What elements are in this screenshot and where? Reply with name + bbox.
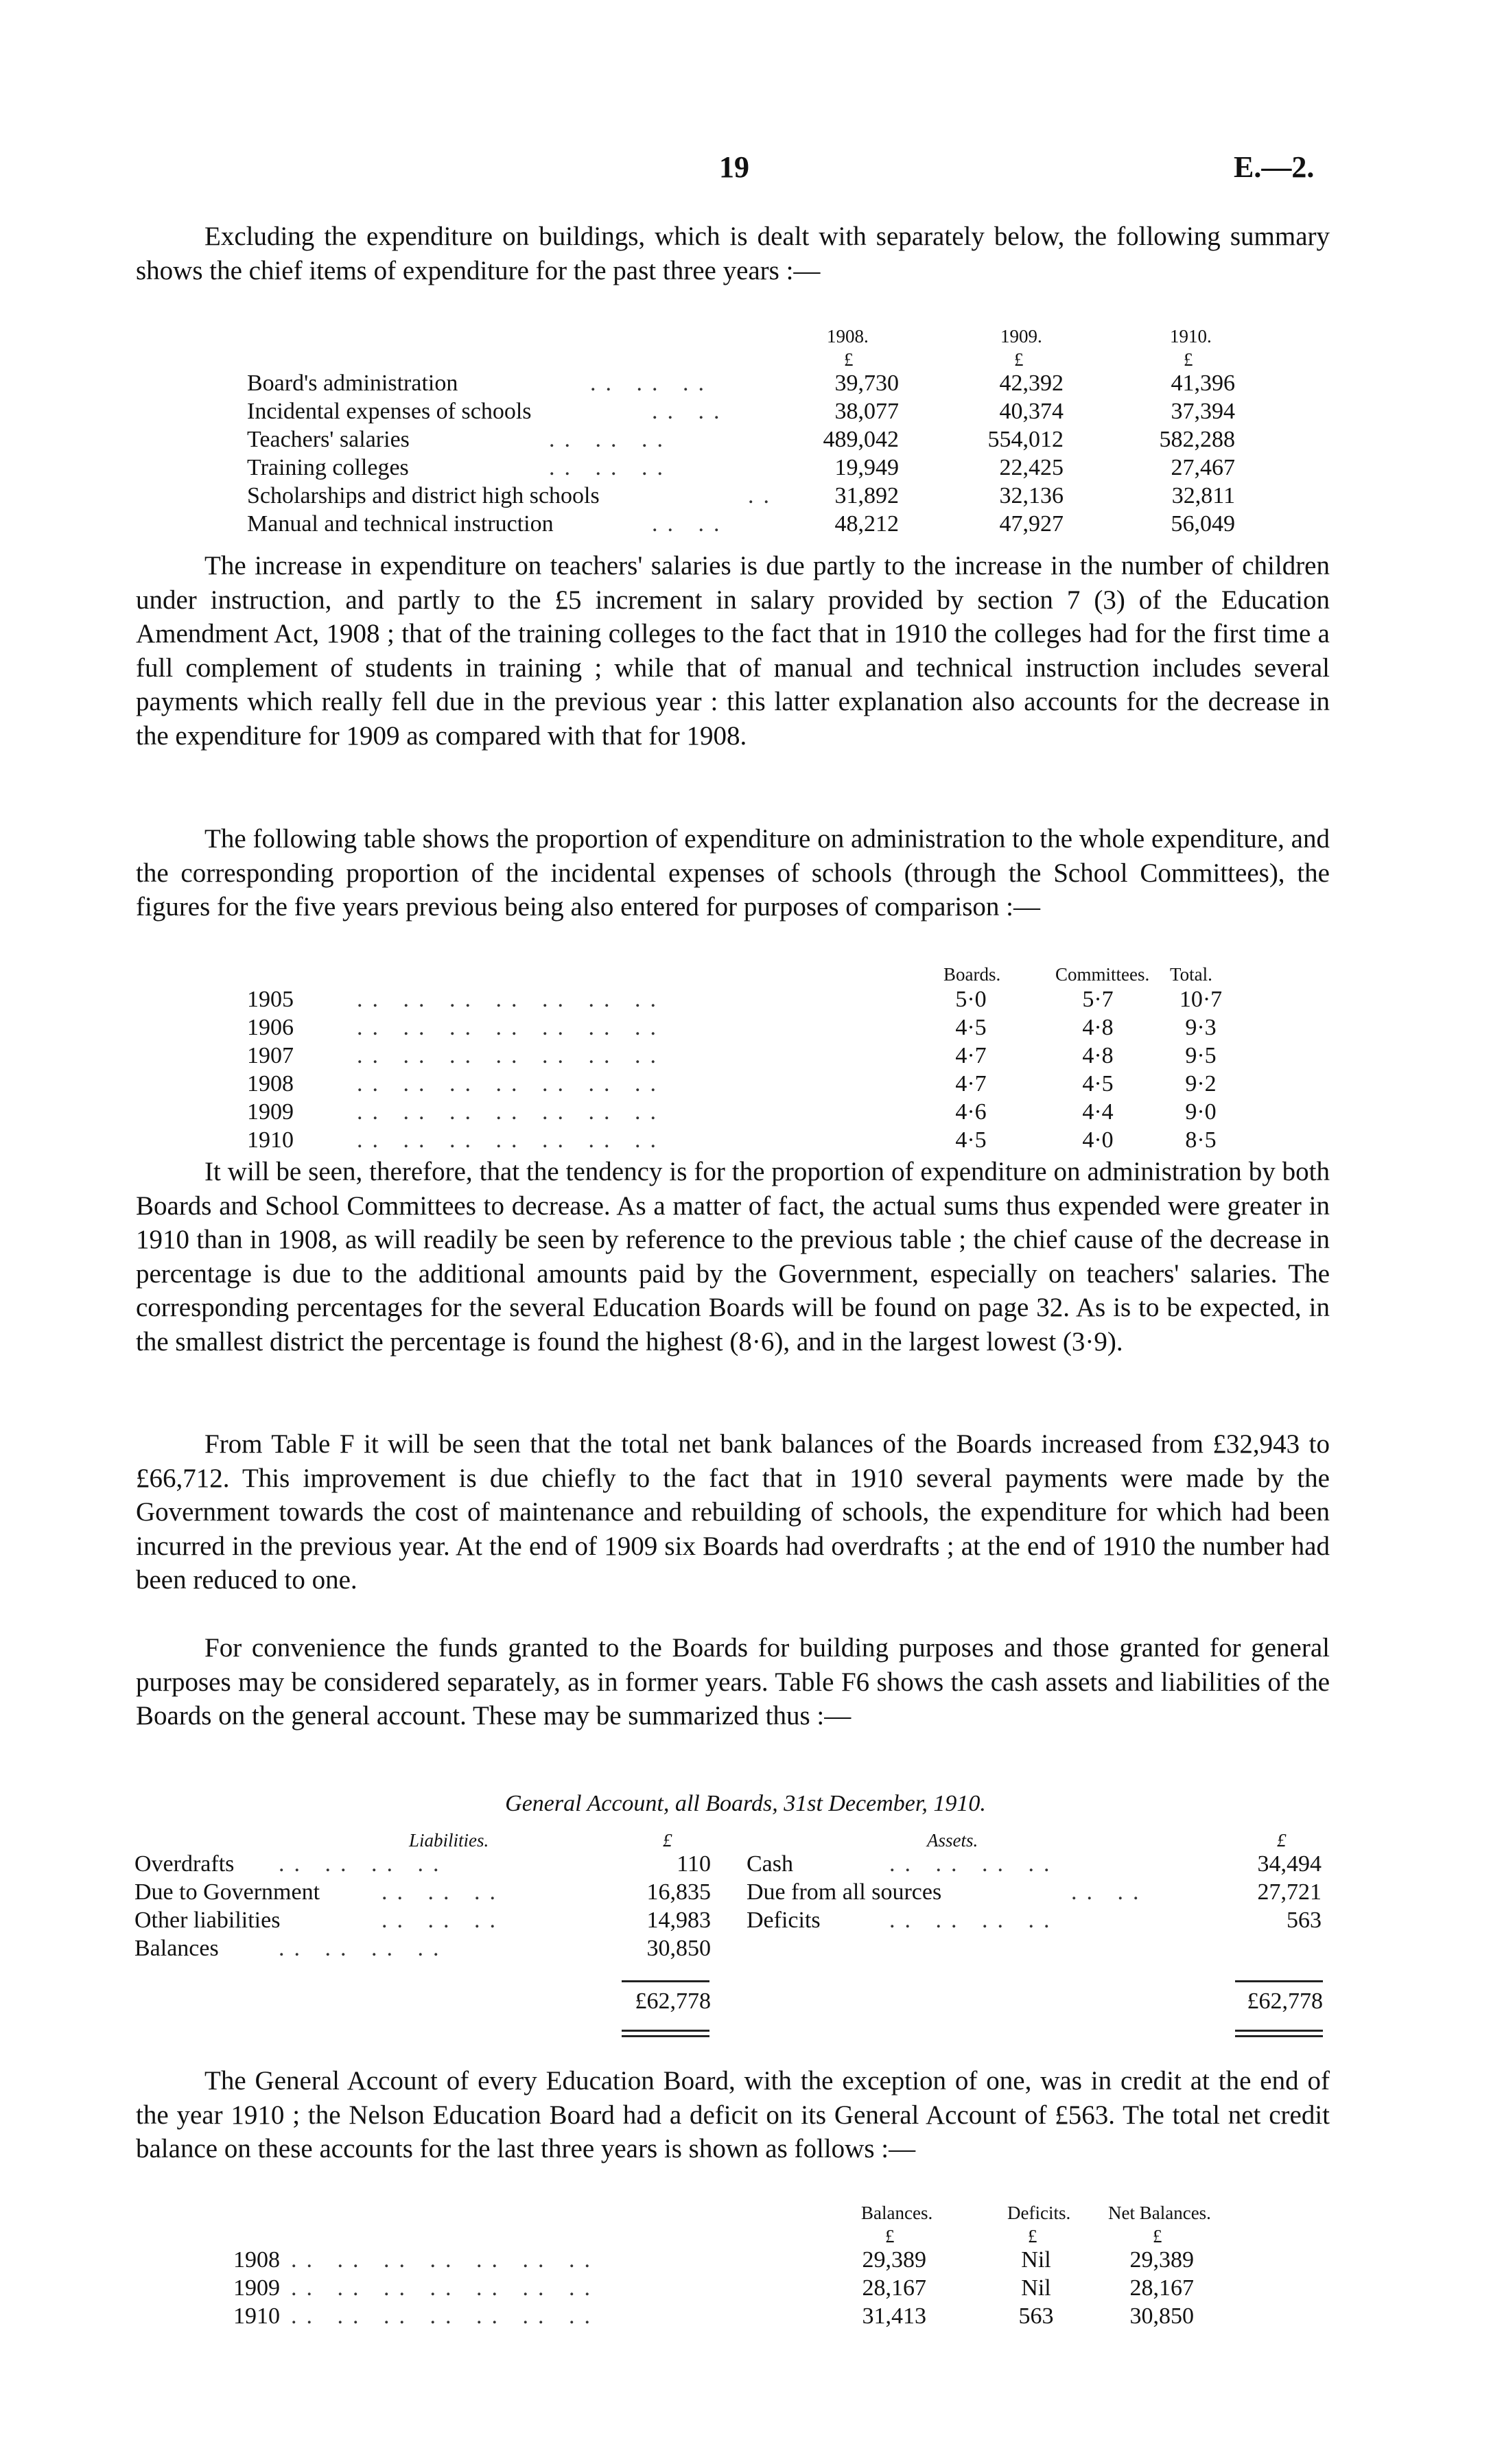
row-label: Manual and technical instruction [247,511,554,537]
assets-heading: Assets. [927,1830,978,1851]
currency-symbol: £ [1153,2226,1162,2246]
paragraph-salaries: The increase in expenditure on teachers' salaries is due partly to the increase in the number of children under instruction, and partly to the £5 increment in salary provided by section 7 (3) of the Education Amendment Act, 1908 ; that of the training colleges to the fact that in 1910 the colleges had for the first time a full complement of students in training ; while that of manual and technical instruction includes several payments which really fell due in the previous year : this latter explanation also accounts for the decrease in the expenditure for 1909 as compared with that for 1908. [136,551,1330,751]
assets-total: £62,778 [1247,1988,1323,2014]
liability-label: Balances [134,1936,219,1961]
cell-value: 4·5 [1082,1071,1114,1096]
table-row [247,1126,1263,1154]
table-row [247,454,1263,482]
liability-value: 110 [677,1851,711,1877]
cell-value: 8·5 [1185,1127,1217,1153]
leader-dots: .. .. .. .. [279,1936,449,1961]
cell-value: 5·7 [1082,987,1114,1012]
year-heading: 1909. [1000,326,1042,347]
cell-value: 38,077 [834,399,899,424]
table-row [247,985,1263,1013]
expenditure-header-years [247,322,1263,346]
cell-value: 32,811 [1171,483,1235,508]
cell-value: 27,467 [1171,455,1235,480]
currency-symbol: £ [885,2226,895,2246]
year-heading: 1908. [827,326,869,347]
leader-dots: .. .. .. .. .. .. .. [291,2275,600,2301]
row-label: Training colleges [247,455,409,480]
cell-value: 48,212 [834,511,899,537]
column-heading: Deficits. [1007,2203,1071,2223]
cell-value: 4·5 [955,1127,987,1153]
cell-value: 28,167 [1129,2275,1194,2301]
leader-dots: .. .. [652,399,729,424]
asset-value: 27,721 [1257,1879,1322,1905]
currency-symbol: £ [1014,349,1024,370]
cell-value: 32,136 [999,483,1064,508]
document-reference: E.—2. [1234,150,1315,184]
cell-value: 39,730 [834,371,899,396]
cell-value: 4·6 [955,1099,987,1125]
page-number: 19 [719,150,749,184]
total-double-rule [622,2030,709,2037]
leader-dots: .. .. .. .. .. .. .. [291,2303,600,2329]
column-heading: Balances. [861,2203,933,2223]
table-row [247,510,1263,538]
cell-value: 42,392 [999,371,1064,396]
table-row [134,1850,1342,1878]
row-year: 1909 [233,2275,280,2301]
cell-value: 563 [1018,2303,1054,2329]
table-row [247,1070,1263,1098]
table-row [247,1042,1263,1070]
row-year: 1909 [247,1099,294,1125]
liability-value: 30,850 [646,1936,711,1961]
leader-dots: .. .. .. .. [889,1851,1059,1877]
cell-value: 19,949 [834,455,899,480]
cell-value: 9·0 [1185,1099,1217,1125]
leader-dots: .. .. .. .. .. .. .. [357,1015,666,1040]
currency-symbol: £ [1277,1830,1287,1851]
subtotal-rule [1235,1980,1323,1982]
paragraph-proportion: The following table shows the proportion of expenditure on administration to the whole expenditure, and the corresponding proportion of the incidental expenses of schools (through the School Committees), the figures for the five years previous being also entered for purposes of comparison :— [136,824,1330,922]
liability-value: 16,835 [646,1879,711,1905]
cell-value: 554,012 [987,427,1064,452]
general-account-headings [134,1827,1342,1850]
currency-symbol: £ [1184,349,1193,370]
leader-dots: .. .. .. .. .. .. .. [357,1099,666,1125]
asset-value: 34,494 [1257,1851,1322,1877]
cell-value: 4·8 [1082,1043,1114,1068]
cell-value: 29,389 [862,2247,926,2273]
table-row [247,1098,1263,1126]
cell-value: 31,413 [862,2303,926,2329]
cell-value: 29,389 [1129,2247,1194,2273]
leader-dots: .. .. .. [549,427,672,452]
paragraph-tendency: It will be seen, therefore, that the tendency is for the proportion of expenditure on administration by both Boards and School Committees to decrease. As a matter of fact, the actual sums thus expended were greater in 1910 than in 1908, as will readily be seen by reference to the previous table ; the chief cause of the decrease in percentage is due to the additional amounts paid by the Government, especially on teachers' salaries. The corresponding percentages for the several Education Boards will be found on page 32. As is to be expected, in the smallest district the percentage is found the highest (8·6), and in the largest lowest (3·9). [136,1157,1330,1357]
cell-value: 4·7 [955,1071,987,1096]
table-row [233,2246,1263,2274]
column-heading: Boards. [943,964,1001,985]
row-label: Teachers' salaries [247,427,410,452]
leader-dots: .. .. .. [590,371,714,396]
cell-value: 5·0 [955,987,987,1012]
leader-dots: .. .. .. [549,455,672,480]
leader-dots: .. .. .. .. [889,1908,1059,1933]
cell-value: 30,850 [1129,2303,1194,2329]
cell-value: 489,042 [823,427,899,452]
cell-value: 4·7 [955,1043,987,1068]
row-year: 1907 [247,1043,294,1068]
proportion-header [247,961,1263,985]
leader-dots: .. .. .. .. [279,1851,449,1877]
leader-dots: .. .. .. [381,1908,505,1933]
column-heading: Total. [1170,964,1212,985]
paragraph-intro: Excluding the expenditure on buildings, which is dealt with separately below, the following summary shows the chief items of expenditure for the past three years :— [136,222,1330,285]
leader-dots: .. [748,483,779,508]
cell-value: 4·8 [1082,1015,1114,1040]
table-row [247,369,1263,397]
cell-value: 582,288 [1159,427,1235,452]
table-row [247,1013,1263,1042]
cell-value: 40,374 [999,399,1064,424]
proportion-table [247,961,1263,1154]
row-label: Incidental expenses of schools [247,399,532,424]
asset-value: 563 [1287,1908,1322,1933]
cell-value: 22,425 [999,455,1064,480]
table-row [247,397,1263,425]
row-year: 1908 [247,1071,294,1096]
leader-dots: .. .. .. .. .. .. .. [357,1043,666,1068]
cell-value: Nil [1021,2247,1051,2273]
balance-header [233,2199,1263,2222]
leader-dots: .. .. .. .. .. .. .. [357,1071,666,1096]
cell-value: 10·7 [1179,987,1223,1012]
liabilities-heading: Liabilities. [409,1830,489,1851]
cell-value: 41,396 [1171,371,1235,396]
column-heading: Committees. [1055,964,1150,985]
table-row [247,482,1263,510]
leader-dots: .. .. [1071,1879,1149,1905]
cell-value: 9·3 [1185,1015,1217,1040]
cell-value: 4·4 [1082,1099,1114,1125]
cell-value: 4·0 [1082,1127,1114,1153]
column-heading: Net Balances. [1108,2203,1211,2223]
balance-header-currency [233,2222,1263,2246]
asset-label: Cash [747,1851,793,1877]
leader-dots: .. .. .. .. .. .. .. [357,987,666,1012]
cell-value: 37,394 [1171,399,1235,424]
table-row [247,425,1263,454]
cell-value: 56,049 [1171,511,1235,537]
cell-value: 28,167 [862,2275,926,2301]
cell-value: 47,927 [999,511,1064,537]
liability-value: 14,983 [646,1908,711,1933]
row-year: 1908 [233,2247,280,2273]
year-heading: 1910. [1170,326,1212,347]
table-row [233,2274,1263,2302]
liabilities-total: £62,778 [635,1988,711,2014]
liability-label: Due to Government [134,1879,320,1905]
total-double-rule [1235,2030,1323,2037]
leader-dots: .. .. .. .. .. .. .. [291,2247,600,2273]
liability-label: Overdrafts [134,1851,235,1877]
expenditure-header-currency [247,346,1263,369]
expenditure-table [247,322,1263,538]
subtotal-rule [622,1980,709,1982]
cell-value: 9·5 [1185,1043,1217,1068]
row-year: 1910 [247,1127,294,1153]
table-row [134,1934,1342,1962]
liability-label: Other liabilities [134,1908,281,1933]
row-year: 1905 [247,987,294,1012]
row-label: Board's administration [247,371,458,396]
currency-symbol: £ [844,349,854,370]
general-account-caption: General Account, all Boards, 31st December, 1910. [505,1791,986,1816]
currency-symbol: £ [663,1830,672,1851]
general-account-statement [134,1827,1342,1962]
table-row [134,1906,1342,1934]
asset-label: Deficits [747,1908,821,1933]
cell-value: 9·2 [1185,1071,1217,1096]
row-year: 1906 [247,1015,294,1040]
table-row [233,2302,1263,2330]
table-row [134,1878,1342,1906]
leader-dots: .. .. [652,511,729,537]
cell-value: Nil [1021,2275,1051,2301]
asset-label: Due from all sources [747,1879,942,1905]
paragraph-convenience: For convenience the funds granted to the Boards for building purposes and those granted for general purposes may be considered separately, as in former years. Table F6 shows the cash assets and liabilities of the Boards on the general account. These may be summarized thus :— [136,1633,1330,1731]
balance-table [233,2199,1263,2330]
leader-dots: .. .. .. .. .. .. .. [357,1127,666,1153]
leader-dots: .. .. .. [381,1879,505,1905]
row-year: 1910 [233,2303,280,2329]
currency-symbol: £ [1028,2226,1037,2246]
paragraph-bank-balances: From Table F it will be seen that the total net bank balances of the Boards increased from £32,943 to £66,712. This improvement is due chiefly to the fact that in 1910 several payments were made by the Government towards the cost of maintenance and rebuilding of schools, the expenditure for which had been incurred in the previous year. At the end of 1909 six Boards had overdrafts ; at the end of 1910 the number had been reduced to one. [136,1429,1330,1595]
cell-value: 4·5 [955,1015,987,1040]
row-label: Scholarships and district high schools [247,483,600,508]
cell-value: 31,892 [834,483,899,508]
paragraph-general-account: The General Account of every Education Board, with the exception of one, was in credit at the end of the year 1910 ; the Nelson Education Board had a deficit on its General Account of £563. The total net credit balance on these accounts for the last three years is shown as follows :— [136,2066,1330,2164]
